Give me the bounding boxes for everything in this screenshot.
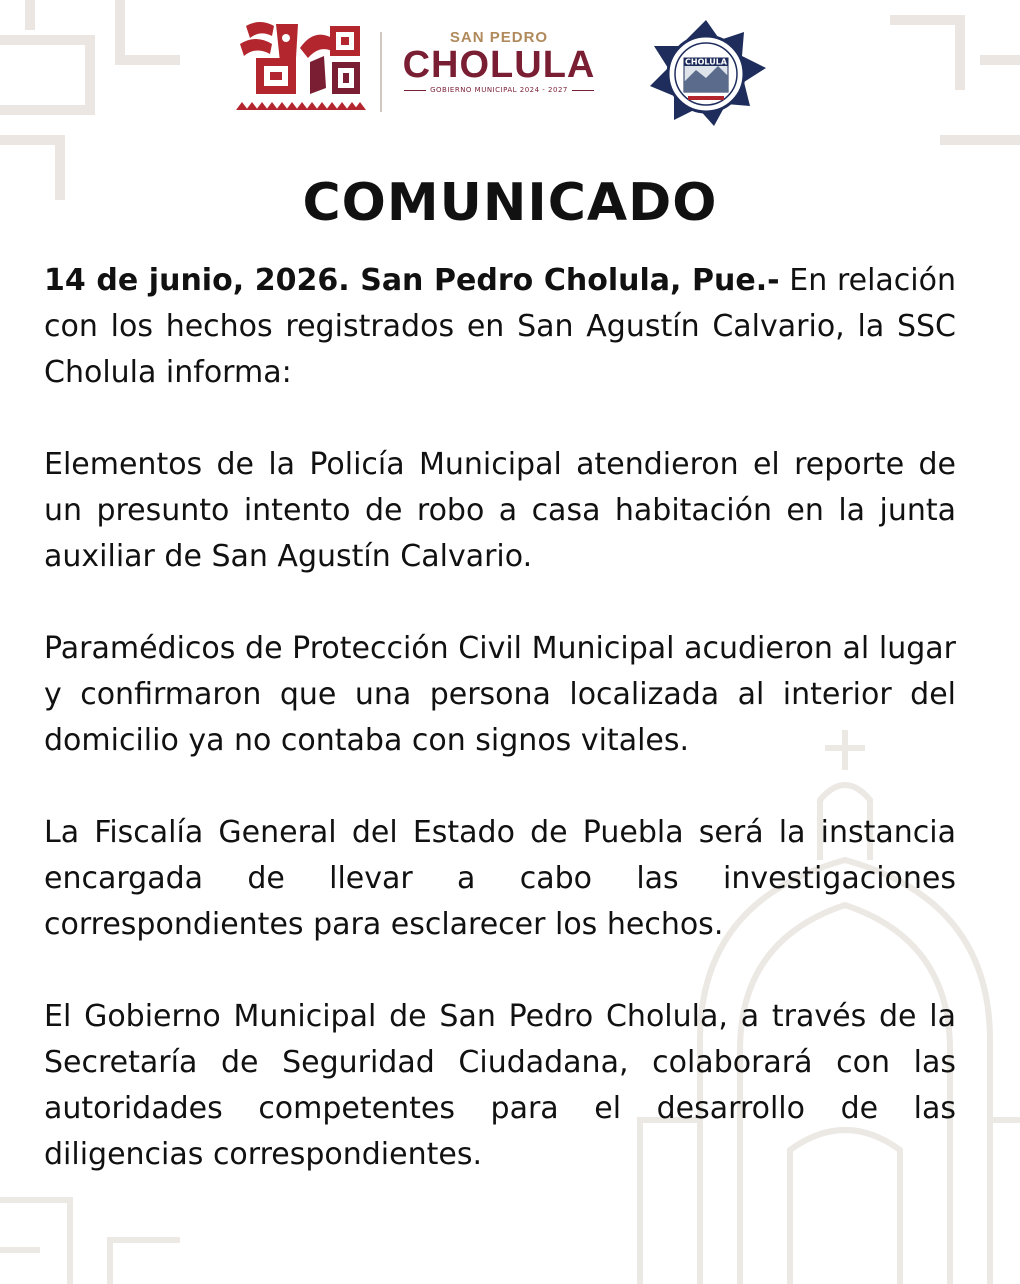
brand-top-text: SAN PEDRO [449, 29, 549, 46]
police-star-badge-icon [640, 18, 772, 130]
brand-rule-right [572, 90, 594, 91]
header [0, 18, 1020, 130]
paragraph-government: El Gobierno Municipal de San Pedro Cholula, a través de la Secretaría de Seguridad Ciudadana, colaborará con las autoridades competentes para el desarrollo de las diligencias correspondientes. [44, 999, 956, 1172]
paragraph-fiscalia: La Fiscalía General del Estado de Puebla será la instancia encargada de llevar a cabo las investigaciones correspondientes para esclarecer los hechos. [44, 815, 956, 942]
brand-wordmark [396, 30, 602, 116]
paragraph-intro-text: En relación con los hechos registrados en San Agustín Calvario, la SSC Cholula informa: [44, 263, 956, 390]
paragraph-paramedics: Paramédicos de Protección Civil Municipal acudieron al lugar y confirmaron que una persona localizada al interior del domicilio ya no contaba con signos vitales. [44, 631, 956, 758]
dateline: 14 de junio, 2026. San Pedro Cholula, Pue.- [44, 263, 780, 298]
document-body [44, 258, 956, 1178]
aztec-glyph-logo-icon [236, 18, 366, 112]
brand-sub-row [396, 86, 602, 94]
badge-label: CHOLULA [685, 57, 727, 67]
page-title: COMUNICADO [302, 173, 718, 233]
paragraph-police: Elementos de la Policía Municipal atendieron el reporte de un presunto intento de robo a casa habitación en la junta auxiliar de San Agustín Calvario. [44, 447, 956, 574]
brand-main-text: CHOLULA [402, 44, 596, 86]
header-divider [380, 32, 382, 112]
paragraph-intro [44, 258, 956, 396]
brand-sub-text: GOBIERNO MUNICIPAL 2024 - 2027 [430, 86, 568, 94]
brand-rule-left [404, 90, 426, 91]
